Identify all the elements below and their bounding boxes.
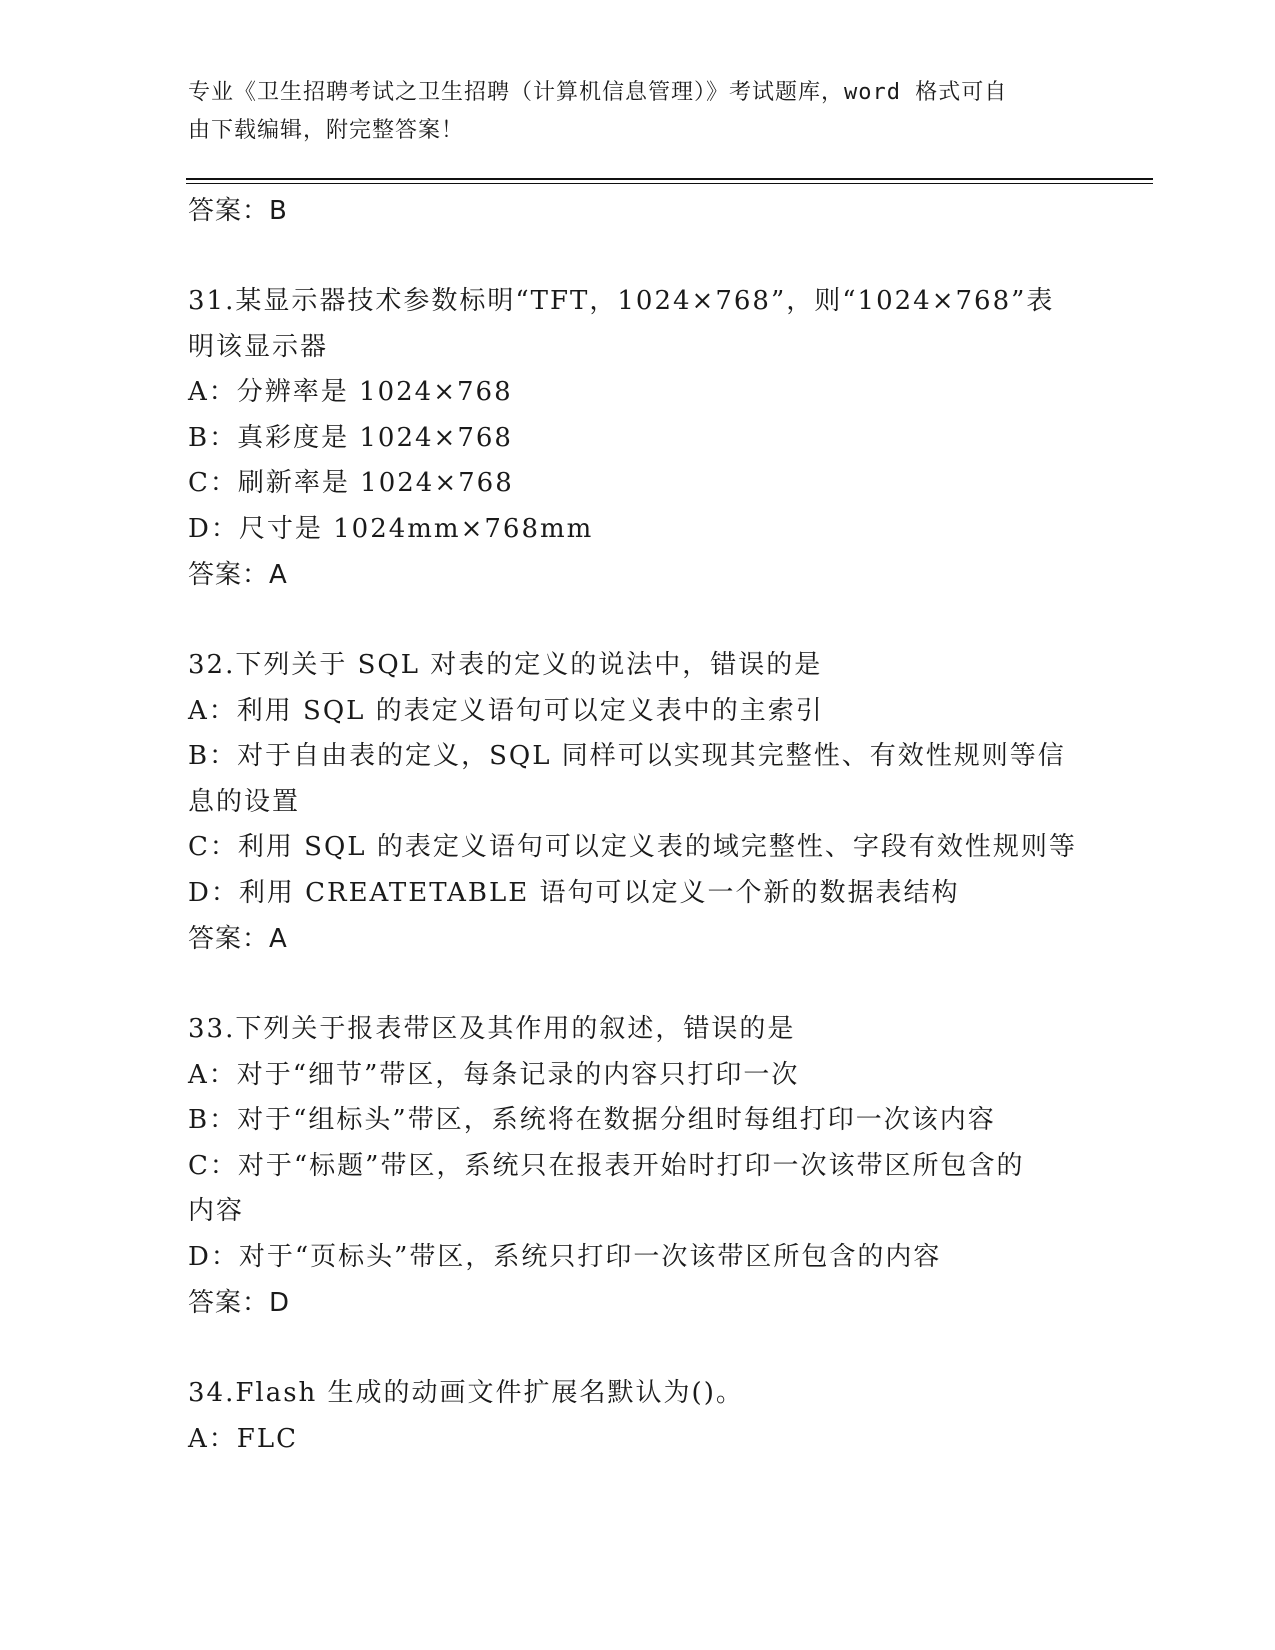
- header-rule-thin: [186, 183, 1153, 184]
- option-a: A：利用 SQL 的表定义语句可以定义表中的主索引: [188, 695, 824, 726]
- question-31: [188, 279, 1088, 598]
- option-c-continued: 内容: [188, 1196, 245, 1226]
- answer: 答案：A: [188, 560, 288, 590]
- question-34: [188, 1371, 1088, 1462]
- question-text-line: 33.下列关于报表带区及其作用的叙述，错误的是: [188, 1014, 796, 1044]
- question-content: [188, 188, 1088, 1462]
- previous-answer: 答案：B: [188, 196, 288, 226]
- option-a: A：分辨率是 1024×768: [188, 377, 513, 407]
- question-text-line: 明该显示器: [188, 331, 329, 362]
- header-rule-thick: [186, 178, 1153, 180]
- answer: 答案：A: [188, 924, 288, 954]
- option-a: A：FLC: [188, 1423, 298, 1454]
- question-32: [188, 643, 1088, 962]
- option-d: D：对于“页标头”带区，系统只打印一次该带区所包含的内容: [188, 1241, 942, 1272]
- question-text-line: 34.Flash 生成的动画文件扩展名默认为()。: [188, 1378, 744, 1408]
- option-b: B：真彩度是 1024×768: [188, 422, 513, 453]
- option-c: C：利用 SQL 的表定义语句可以定义表的域完整性、字段有效性规则等: [188, 832, 1077, 862]
- option-c: C：刷新率是 1024×768: [188, 468, 514, 498]
- option-b: B：对于“组标头”带区，系统将在数据分组时每组打印一次该内容: [188, 1105, 996, 1135]
- answer: 答案：D: [188, 1288, 291, 1318]
- option-d: D：尺寸是 1024mm×768mm: [188, 513, 594, 544]
- option-a: A：对于“细节”带区，每条记录的内容只打印一次: [188, 1059, 800, 1090]
- option-b: B：对于自由表的定义，SQL 同样可以实现其完整性、有效性规则等信: [188, 741, 1066, 771]
- option-c: C：对于“标题”带区，系统只在报表开始时打印一次该带区所包含的: [188, 1150, 1025, 1181]
- option-b-continued: 息的设置: [188, 786, 301, 817]
- header-line-2: 由下载编辑，附完整答案！: [188, 118, 465, 143]
- question-text-line: 31.某显示器技术参数标明“TFT，1024×768”，则“1024×768”表: [188, 286, 1055, 316]
- header-line-1: 专业《卫生招聘考试之卫生招聘（计算机信息管理）》考试题库，word 格式可自: [188, 80, 1008, 105]
- question-text-line: 32.下列关于 SQL 对表的定义的说法中，错误的是: [188, 650, 823, 680]
- option-d: D：利用 CREATETABLE 语句可以定义一个新的数据表结构: [188, 877, 960, 908]
- document-header: [188, 74, 1068, 150]
- question-33: [188, 1007, 1088, 1326]
